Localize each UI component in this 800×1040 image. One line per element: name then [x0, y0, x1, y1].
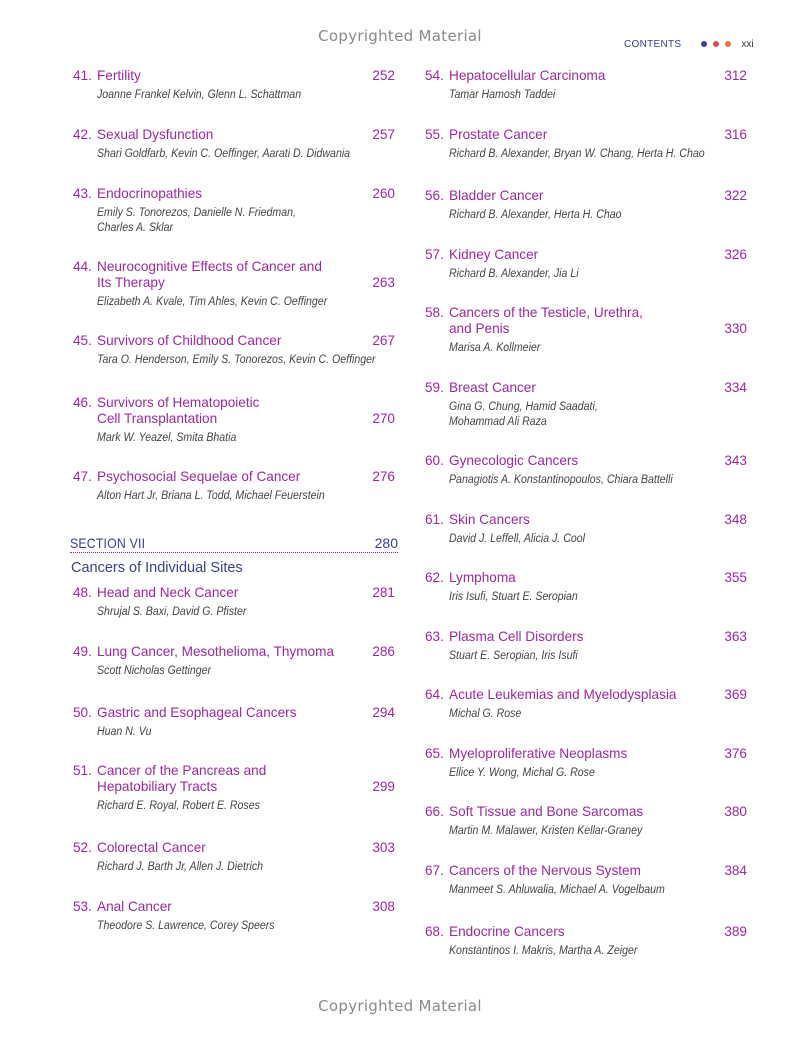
chapter-page: 355 — [724, 570, 747, 585]
chapter-page: 322 — [724, 188, 747, 203]
entry-title-row — [73, 644, 395, 660]
chapter-title: Endocrine Cancers — [449, 924, 565, 939]
toc-entry[interactable] — [73, 705, 395, 740]
chapter-number: 60. — [425, 453, 444, 468]
chapter-authors: Richard B. Alexander, Jia Li — [449, 268, 579, 280]
chapter-number: 55. — [425, 127, 444, 142]
chapter-authors: Alton Hart Jr, Briana L. Todd, Michael Feuerstein — [97, 490, 325, 502]
chapter-number: 45. — [73, 333, 92, 348]
header-dots — [701, 41, 737, 47]
chapter-authors: Tara O. Henderson, Emily S. Tonorezos, Kevin C. Oeffinger — [97, 354, 376, 366]
chapter-page: 303 — [372, 840, 395, 855]
chapter-authors: Scott Nicholas Gettinger — [97, 665, 212, 677]
chapter-title: Gastric and Esophageal Cancers — [97, 705, 297, 720]
chapter-number: 58. — [425, 305, 444, 320]
chapter-page: 312 — [724, 68, 747, 83]
chapter-title: Colorectal Cancer — [97, 840, 206, 855]
chapter-page: 376 — [724, 746, 747, 761]
chapter-authors: Panagiotis A. Konstantinopoulos, Chiara Battelli — [449, 474, 673, 486]
entry-title-row — [425, 305, 747, 337]
chapter-number: 67. — [425, 863, 444, 878]
toc-entry[interactable] — [73, 840, 395, 875]
chapter-title: Plasma Cell Disorders — [449, 629, 584, 644]
chapter-authors: Richard B. Alexander, Herta H. Chao — [449, 209, 622, 221]
contents-label: CONTENTS — [624, 38, 682, 50]
section-heading — [70, 535, 398, 553]
entry-title-row — [425, 188, 747, 204]
chapter-title: Myeloproliferative Neoplasms — [449, 746, 628, 761]
chapter-number: 44. — [73, 259, 92, 274]
entry-title-row — [425, 924, 747, 940]
chapter-number: 51. — [73, 763, 92, 778]
chapter-number: 42. — [73, 127, 92, 142]
chapter-page: 316 — [724, 127, 747, 142]
entry-title-row — [73, 469, 395, 485]
chapter-authors: Mark W. Yeazel, Smita Bhatia — [97, 432, 237, 444]
running-header — [624, 37, 754, 51]
toc-entry[interactable] — [425, 746, 747, 781]
chapter-title: Cancers of the Nervous System — [449, 863, 641, 878]
chapter-authors: Theodore S. Lawrence, Corey Speers — [97, 920, 275, 932]
chapter-authors: Tamar Hamosh Taddei — [449, 89, 556, 101]
chapter-title: Sexual Dysfunction — [97, 127, 214, 142]
chapter-title: Neurocognitive Effects of Cancer and Its Therapy — [97, 259, 322, 290]
chapter-title: Lung Cancer, Mesothelioma, Thymoma — [97, 644, 335, 659]
chapter-number: 54. — [425, 68, 444, 83]
chapter-title: Breast Cancer — [449, 380, 536, 395]
entry-title-row — [425, 68, 747, 84]
entry-title-row — [425, 380, 747, 396]
chapter-page: 326 — [724, 247, 747, 262]
entry-title-row — [73, 333, 395, 349]
toc-entry[interactable] — [425, 570, 747, 605]
toc-entry[interactable] — [425, 188, 747, 223]
toc-entry[interactable] — [425, 127, 747, 162]
chapter-authors: Stuart E. Seropian, Iris Isufi — [449, 650, 578, 662]
copyright-watermark-top: Copyrighted Material — [318, 27, 482, 45]
toc-entry[interactable] — [73, 763, 395, 814]
chapter-title: Skin Cancers — [449, 512, 530, 527]
dot-icon — [701, 41, 707, 47]
chapter-number: 50. — [73, 705, 92, 720]
chapter-page: 363 — [724, 629, 747, 644]
toc-entry[interactable] — [73, 127, 395, 162]
chapter-page: 252 — [372, 68, 395, 83]
chapter-number: 48. — [73, 585, 92, 600]
chapter-authors: Manmeet S. Ahluwalia, Michael A. Vogelbaum — [449, 884, 665, 896]
entry-title-row — [73, 840, 395, 856]
chapter-title: Fertility — [97, 68, 141, 83]
chapter-title: Head and Neck Cancer — [97, 585, 239, 600]
dot-icon — [725, 41, 731, 47]
dot-icon — [713, 41, 719, 47]
entry-title-row — [425, 570, 747, 586]
chapter-title: Survivors of Childhood Cancer — [97, 333, 282, 348]
entry-title-row — [73, 259, 395, 291]
toc-entry[interactable] — [425, 380, 747, 430]
chapter-authors: Konstantinos I. Makris, Martha A. Zeiger — [449, 945, 638, 957]
entry-title-row — [73, 395, 395, 427]
chapter-page: 263 — [372, 275, 395, 290]
chapter-page: 348 — [724, 512, 747, 527]
toc-entry[interactable] — [73, 899, 395, 934]
chapter-page: 343 — [724, 453, 747, 468]
toc-entry[interactable] — [73, 395, 395, 446]
toc-entry[interactable] — [73, 186, 395, 236]
chapter-authors: Emily S. Tonorezos, Danielle N. Friedman, Charles A. Sklar — [97, 207, 296, 234]
toc-entry[interactable] — [425, 305, 747, 356]
toc-entry[interactable] — [425, 924, 747, 959]
chapter-number: 66. — [425, 804, 444, 819]
chapter-page: 276 — [372, 469, 395, 484]
chapter-title: Kidney Cancer — [449, 247, 539, 262]
chapter-authors: Richard B. Alexander, Bryan W. Chang, Herta H. Chao — [449, 148, 705, 160]
chapter-title: Soft Tissue and Bone Sarcomas — [449, 804, 644, 819]
chapter-page: 369 — [724, 687, 747, 702]
toc-entry[interactable] — [425, 804, 747, 839]
chapter-title: Bladder Cancer — [449, 188, 544, 203]
chapter-authors: Gina G. Chung, Hamid Saadati, Mohammad Ali Raza — [449, 401, 598, 428]
entry-title-row — [73, 585, 395, 601]
toc-entry[interactable] — [73, 333, 395, 368]
section-label: SECTION VII — [70, 535, 146, 551]
entry-title-row — [425, 453, 747, 469]
chapter-authors: Ellice Y. Wong, Michal G. Rose — [449, 767, 595, 779]
entry-title-row — [425, 247, 747, 263]
entry-title-row — [425, 687, 747, 703]
toc-entry[interactable] — [425, 512, 747, 547]
chapter-title: Cancer of the Pancreas and Hepatobiliary Tracts — [97, 763, 267, 794]
toc-entry[interactable] — [425, 629, 747, 664]
chapter-title: Anal Cancer — [97, 899, 172, 914]
chapter-number: 41. — [73, 68, 92, 83]
chapter-number: 65. — [425, 746, 444, 761]
chapter-number: 49. — [73, 644, 92, 659]
chapter-number: 52. — [73, 840, 92, 855]
chapter-authors: Huan N. Vu — [97, 726, 152, 738]
toc-entry[interactable] — [425, 68, 747, 103]
chapter-page: 267 — [372, 333, 395, 348]
chapter-number: 62. — [425, 570, 444, 585]
entry-title-row — [425, 746, 747, 762]
entry-title-row — [73, 127, 395, 143]
chapter-title: Cancers of the Testicle, Urethra, and Penis — [449, 305, 643, 336]
toc-entry[interactable] — [425, 247, 747, 282]
chapter-title: Psychosocial Sequelae of Cancer — [97, 469, 301, 484]
chapter-number: 47. — [73, 469, 92, 484]
toc-entry[interactable] — [425, 687, 747, 722]
section-subtitle: Cancers of Individual Sites — [71, 560, 243, 576]
chapter-number: 59. — [425, 380, 444, 395]
chapter-authors: David J. Leffell, Alicia J. Cool — [449, 533, 586, 545]
chapter-title: Lymphoma — [449, 570, 516, 585]
toc-entry[interactable] — [73, 469, 395, 504]
chapter-authors: Martin M. Malawer, Kristen Kellar-Graney — [449, 825, 643, 837]
chapter-page: 286 — [372, 644, 395, 659]
chapter-authors: Richard J. Barth Jr, Allen J. Dietrich — [97, 861, 264, 873]
chapter-number: 63. — [425, 629, 444, 644]
chapter-number: 68. — [425, 924, 444, 939]
entry-title-row — [73, 186, 395, 202]
chapter-page: 389 — [724, 924, 747, 939]
chapter-title: Acute Leukemias and Myelodysplasia — [449, 687, 677, 702]
chapter-number: 56. — [425, 188, 444, 203]
section-page: 280 — [374, 535, 398, 551]
chapter-authors: Shrujal S. Baxi, David G. Pfister — [97, 606, 247, 618]
chapter-authors: Joanne Frankel Kelvin, Glenn L. Schattman — [97, 89, 302, 101]
entry-title-row — [73, 68, 395, 84]
chapter-authors: Elizabeth A. Kvale, Tim Ahles, Kevin C. Oeffinger — [97, 296, 328, 308]
chapter-authors: Marisa A. Kollmeier — [449, 342, 541, 354]
chapter-page: 257 — [372, 127, 395, 142]
chapter-page: 299 — [372, 779, 395, 794]
toc-entry[interactable] — [73, 68, 395, 103]
chapter-number: 53. — [73, 899, 92, 914]
chapter-page: 380 — [724, 804, 747, 819]
chapter-page: 294 — [372, 705, 395, 720]
entry-title-row — [73, 705, 395, 721]
chapter-title: Gynecologic Cancers — [449, 453, 579, 468]
chapter-page: 384 — [724, 863, 747, 878]
chapter-number: 43. — [73, 186, 92, 201]
copyright-watermark-bottom: Copyrighted Material — [318, 997, 482, 1015]
entry-title-row — [425, 863, 747, 879]
toc-entry[interactable] — [425, 453, 747, 488]
chapter-page: 334 — [724, 380, 747, 395]
toc-entry[interactable] — [425, 863, 747, 898]
toc-entry[interactable] — [73, 585, 395, 620]
chapter-title: Survivors of Hematopoietic Cell Transplantation — [97, 395, 260, 426]
entry-title-row — [73, 763, 395, 795]
chapter-authors: Shari Goldfarb, Kevin C. Oeffinger, Aarati D. Didwania — [97, 148, 351, 160]
chapter-title: Hepatocellular Carcinoma — [449, 68, 606, 83]
chapter-page: 270 — [372, 411, 395, 426]
chapter-number: 46. — [73, 395, 92, 410]
entry-title-row — [425, 629, 747, 645]
toc-entry[interactable] — [73, 259, 395, 310]
toc-entry[interactable] — [73, 644, 395, 679]
entry-title-row — [425, 512, 747, 528]
chapter-authors: Richard E. Royal, Robert E. Roses — [97, 800, 260, 812]
chapter-page: 330 — [724, 321, 747, 336]
chapter-page: 260 — [372, 186, 395, 201]
chapter-number: 64. — [425, 687, 444, 702]
entry-title-row — [425, 127, 747, 143]
chapter-authors: Michal G. Rose — [449, 708, 522, 720]
chapter-authors: Iris Isufi, Stuart E. Seropian — [449, 591, 578, 603]
entry-title-row — [425, 804, 747, 820]
entry-title-row — [73, 899, 395, 915]
chapter-page: 308 — [372, 899, 395, 914]
chapter-page: 281 — [372, 585, 395, 600]
chapter-number: 61. — [425, 512, 444, 527]
chapter-number: 57. — [425, 247, 444, 262]
chapter-title: Prostate Cancer — [449, 127, 548, 142]
page-number: xxi — [741, 38, 754, 50]
chapter-title: Endocrinopathies — [97, 186, 203, 201]
